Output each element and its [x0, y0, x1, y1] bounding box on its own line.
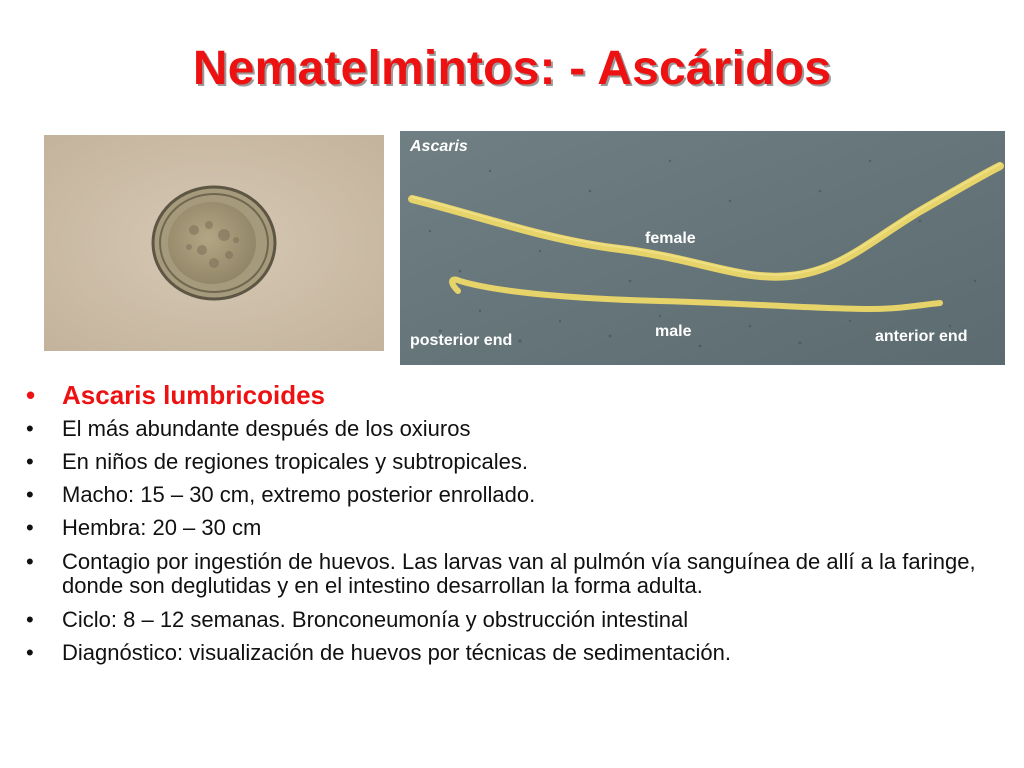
bullet-text: Ciclo: 8 – 12 semanas. Bronconeumonía y obstrucción intestinal	[62, 607, 689, 632]
photo-label-ascaris: Ascaris	[410, 138, 468, 155]
bullet-item	[22, 550, 1012, 598]
bullet-text: Ascaris lumbricoides	[62, 380, 325, 410]
bullet-list	[22, 380, 1012, 675]
bullet-item	[22, 484, 1012, 506]
bullet-item-species	[22, 380, 1012, 410]
photo-label-anterior-end: anterior end	[875, 328, 968, 345]
photo-label-female: female	[645, 230, 696, 247]
photo-label-male: male	[655, 323, 692, 340]
bullet-marker: •	[26, 607, 34, 632]
bullet-text: Diagnóstico: visualización de huevos por técnicas de sedimentación.	[62, 640, 731, 665]
bullet-marker: •	[26, 482, 34, 507]
ascaris-worms-image	[400, 131, 1005, 365]
bullet-marker: •	[26, 449, 34, 474]
ascaris-egg-image	[44, 135, 384, 351]
bullet-text: Hembra: 20 – 30 cm	[62, 515, 262, 540]
bullet-item	[22, 642, 1012, 664]
bullet-marker: •	[26, 515, 34, 540]
bullet-text: Macho: 15 – 30 cm, extremo posterior enrollado.	[62, 482, 536, 507]
slide-title: Nematelmintos: - Ascáridos	[192, 42, 832, 95]
bullet-marker: •	[26, 640, 34, 665]
bullet-marker: •	[26, 416, 34, 441]
bullet-item	[22, 418, 1012, 440]
bullet-item	[22, 517, 1012, 539]
bullet-marker: •	[26, 380, 36, 410]
bullet-marker: •	[26, 549, 34, 574]
bullet-text: El más abundante después de los oxiuros	[62, 416, 471, 441]
bullet-text: En niños de regiones tropicales y subtropicales.	[62, 449, 528, 474]
photo-label-posterior-end: posterior end	[410, 332, 513, 349]
bullet-item	[22, 609, 1012, 631]
bullet-text: Contagio por ingestión de huevos. Las larvas van al pulmón vía sanguínea de allí a la faringe, donde son deglutidas y en el intestino desarrollan la forma adulta.	[62, 549, 976, 598]
bullet-item	[22, 451, 1012, 473]
